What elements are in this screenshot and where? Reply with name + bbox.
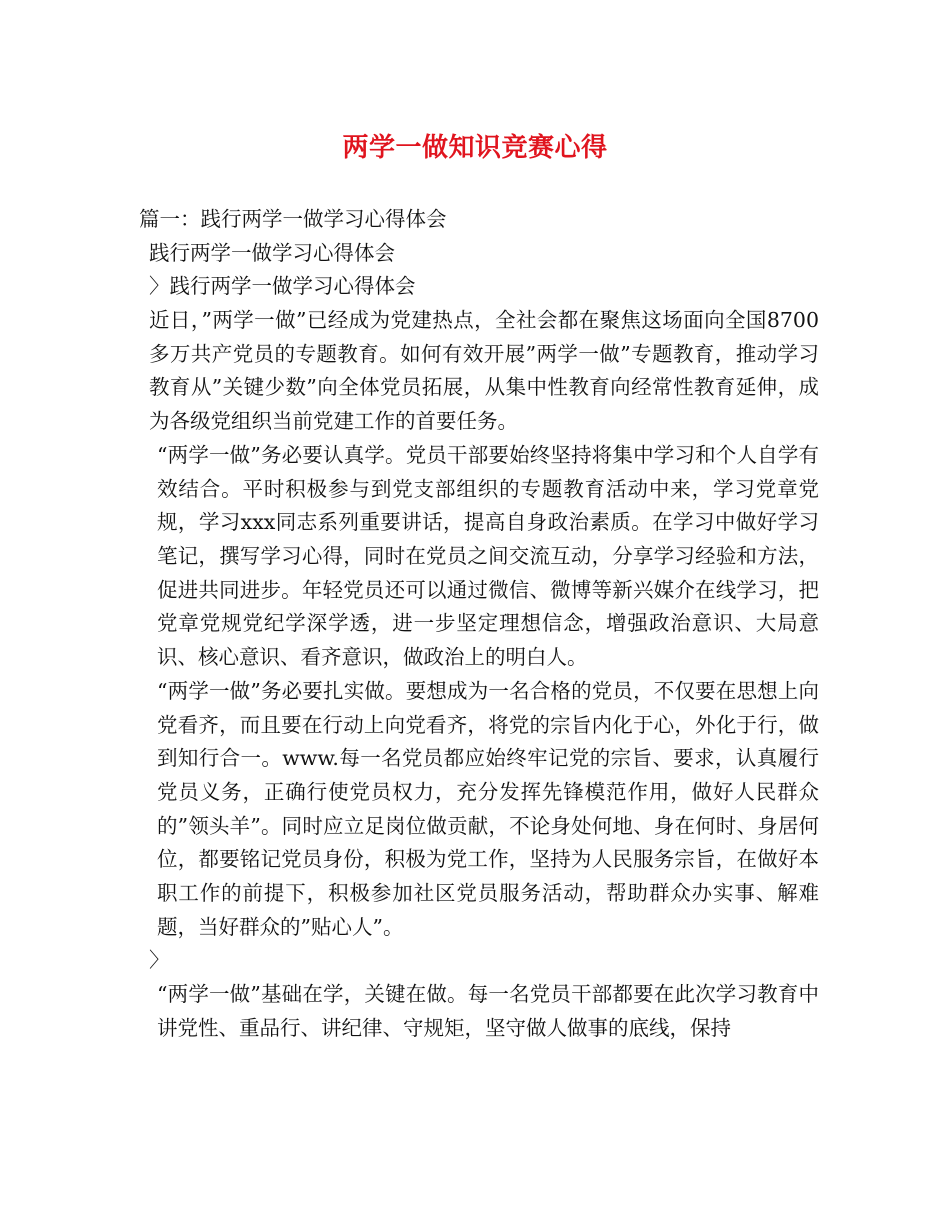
paragraph: 近日，”两学一做”已经成为党建热点，全社会都在聚焦这场面向全国8700多万共产党员的专题教育。如何有效开展”两学一做”专题教育，推动学习教育从”关键少数”向全体党员拓展，从集中性教育向经常性教育延伸，成为各级党组织当前党建工作的首要任务。: [149, 308, 819, 434]
paragraph: “两学一做”基础在学，关键在做。每一名党员干部都要在此次学习教育中讲党性、重品行、讲纪律、守规矩，坚守做人做事的底线，保持: [157, 982, 819, 1040]
paragraph: 〉: [149, 948, 170, 973]
heading-line: 篇一：践行两学一做学习心得体会: [139, 207, 447, 231]
paragraph: “两学一做”务必要扎实做。要想成为一名合格的党员，不仅要在思想上向党看齐，而且要在行动上向党看齐，将党的宗旨内化于心，外化于行，做到知行合一。www.每一名党员都应始终牢记党的宗旨、要求，认真履行党员义务，正确行使党员权力，充分发挥先锋模范作用，做好人民群众的”领头羊”。同时应立足岗位做贡献，不论身处何地、身在何时、身居何位，都要铭记党员身份，积极为党工作，坚持为人民服务宗旨，在做好本职工作的前提下，积极参加社区党员服务活动，帮助群众办实事、解难题，当好群众的”贴心人”。: [157, 678, 819, 939]
heading-line: 〉践行两学一做学习心得体会: [149, 274, 416, 299]
document-body: [139, 203, 819, 1046]
paragraph: “两学一做”务必要认真学。党员干部要始终坚持将集中学习和个人自学有效结合。平时积极参与到党支部组织的专题教育活动中来，学习党章党规，学习xxx同志系列重要讲话，提高自身政治素质。在学习中做好学习笔记，撰写学习心得，同时在党员之间交流互动，分享学习经验和方法，促进共同进步。年轻党员还可以通过微信、微博等新兴媒介在线学习，把党章党规党纪学深学透，进一步坚定理想信念，增强政治意识、大局意识、核心意识、看齐意识，做政治上的明白人。: [157, 442, 819, 670]
document-title: 两学一做知识竞赛心得: [342, 133, 608, 163]
heading-line: 践行两学一做学习心得体会: [149, 240, 395, 265]
